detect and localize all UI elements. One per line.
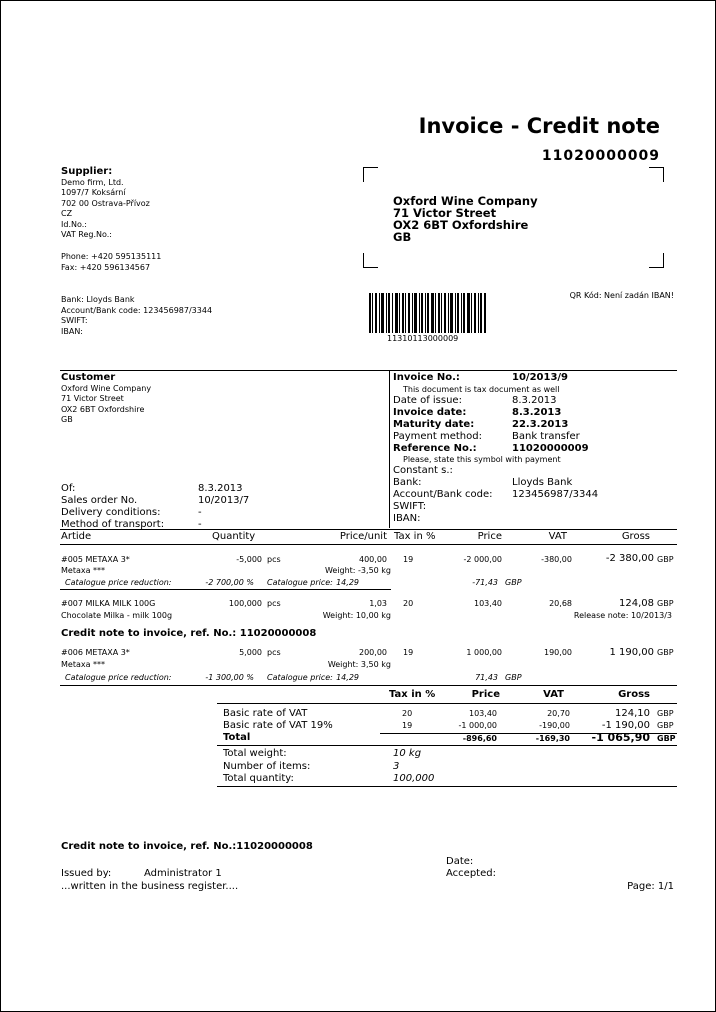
supplier-line: CZ (61, 209, 73, 218)
page-number: Page: 1/1 (627, 881, 674, 892)
recipient-address (393, 195, 538, 243)
corner-mark (363, 253, 378, 268)
supplier-heading: Supplier: (61, 166, 113, 177)
summary-row-currency: GBP (657, 721, 674, 730)
catalogue-currency: GBP (505, 673, 522, 682)
col-header-article: Artide (61, 531, 92, 542)
item-unit: pcs (267, 648, 281, 657)
col-header-gross: Gross (621, 531, 650, 542)
item-qty: 5,000 (239, 648, 262, 657)
item-currency: GBP (657, 648, 674, 657)
supplier-phone: Phone: +420 595135111 (61, 252, 162, 261)
item-qty: 100,000 (228, 599, 262, 608)
item-gross: 124,08 (619, 598, 654, 609)
item-gross: 1 190,00 (609, 647, 654, 658)
col-header-quantity: Quantity (212, 531, 256, 542)
catalogue-total: -71,43 (472, 578, 498, 587)
item-tax: 20 (403, 599, 414, 608)
supplier-fax: Fax: +420 596134567 (61, 262, 151, 272)
invoice-date: 8.3.2013 (512, 407, 562, 418)
item-code: #006 METAXA 3* (61, 648, 130, 657)
order-info-label: Method of transport: (61, 519, 165, 530)
item-weight: Weight: 3,50 kg (327, 660, 391, 669)
date-of-issue: 8.3.2013 (512, 395, 557, 406)
invoice-no: 10/2013/9 (512, 372, 569, 383)
customer-line: 71 Victor Street (61, 394, 124, 403)
invoice-info (393, 372, 598, 525)
order-info-label: Of: (61, 483, 76, 494)
qr-note: QR Kód: Není zadán IBAN! (569, 291, 674, 300)
order-info (61, 483, 249, 531)
summary-row-currency: GBP (657, 709, 674, 718)
item-weight: Weight: 10,00 kg (322, 611, 391, 620)
col-header-tax: Tax in % (394, 531, 436, 542)
supplier-bank-line: IBAN: (61, 326, 83, 336)
divider (217, 745, 677, 746)
divider (60, 370, 677, 371)
summary-row-gross: 124,10 (615, 708, 650, 719)
supplier-line: 1097/7 Koksární (61, 188, 126, 197)
item-weight: Weight: -3,50 kg (324, 566, 391, 575)
customer-line: GB (61, 415, 73, 424)
supplier-line: Id.No.: (61, 219, 87, 229)
corner-mark (649, 167, 664, 182)
invoice-date-label: Invoice date: (393, 407, 467, 418)
item-tax: 19 (403, 555, 414, 564)
summary-total-gross: -1 065,90 (591, 731, 650, 744)
item-vat: -380,00 (541, 555, 572, 564)
recipient-line: 71 Victor Street (393, 206, 497, 220)
invoice-no-label: Invoice No.: (393, 372, 460, 383)
customer-heading: Customer (61, 372, 116, 383)
document-number: 11020000009 (541, 148, 660, 164)
order-info-label: Sales order No. (61, 495, 138, 506)
item-code: #007 MILKA MILK 100G (61, 599, 156, 608)
order-info-value: - (198, 519, 202, 530)
divider (60, 589, 391, 590)
supplier-contact (61, 252, 161, 273)
issued-by-label: Issued by: (61, 868, 112, 879)
summary-row-label: Basic rate of VAT 19% (223, 720, 333, 731)
catalogue-reduction-label: Catalogue price reduction: (65, 578, 172, 587)
tax-doc-note: This document is tax document as well (403, 385, 560, 394)
order-info-label: Delivery conditions: (61, 507, 161, 518)
summary-row-gross: -1 190,00 (601, 720, 650, 731)
summary-total-label: Total (223, 732, 251, 743)
item-name: Chocolate Milka - milk 100g (61, 611, 173, 620)
catalogue-currency: GBP (505, 578, 522, 587)
summary-row-vat: 20,70 (547, 709, 570, 718)
divider (217, 786, 677, 787)
reference-no: 11020000009 (512, 443, 589, 454)
summary-row-tax: 19 (402, 721, 413, 730)
corner-mark (363, 167, 378, 182)
footer-credit-note: Credit note to invoice, ref. No.:11020000008 (61, 841, 313, 852)
maturity-date-label: Maturity date: (393, 419, 475, 430)
col-header-vat: VAT (548, 531, 567, 542)
total-weight: 10 kg (393, 748, 422, 759)
summary-header-gross: Gross (618, 689, 650, 700)
summary-row-label: Basic rate of VAT (223, 708, 308, 719)
issued-by: Administrator 1 (144, 868, 222, 879)
item-currency: GBP (657, 555, 674, 564)
item-price: 1 000,00 (466, 648, 502, 657)
total-quantity: 100,000 (393, 773, 435, 784)
supplier-bank-line: Account/Bank code: 123456987/3344 (61, 305, 213, 315)
account-number: 123456987/3344 (512, 489, 599, 500)
divider (60, 529, 677, 530)
release-note: Release note: 10/2013/3 (573, 611, 672, 620)
item-price-unit: 400,00 (359, 555, 387, 564)
payment-method: Bank transfer (512, 431, 580, 442)
catalogue-price-label: Catalogue price: (267, 578, 333, 587)
supplier-bank-line: SWIFT: (61, 316, 88, 325)
divider (60, 685, 677, 686)
catalogue-price: 14,29 (336, 578, 359, 587)
col-header-price: Price (477, 531, 502, 542)
maturity-date: 22.3.2013 (512, 419, 569, 430)
date-label: Date: (446, 856, 474, 867)
supplier-bank-line: Bank: Lloyds Bank (61, 295, 135, 304)
summary-row-price: 103,40 (469, 709, 497, 718)
item-name: Metaxa *** (61, 566, 106, 575)
summary-header-vat: VAT (543, 689, 564, 700)
item-unit: pcs (267, 599, 281, 608)
col-header-price-unit: Price/unit (339, 531, 387, 542)
credit-note-heading: Credit note to invoice, ref. No.: 11020000008 (61, 628, 317, 639)
catalogue-price-label: Catalogue price: (267, 673, 333, 682)
customer-block (61, 373, 151, 426)
number-of-items: 3 (393, 760, 400, 772)
summary-totals (223, 748, 434, 786)
order-info-value: - (198, 507, 202, 518)
supplier-line: VAT Reg.No.: (61, 230, 112, 239)
order-info-value: 10/2013/7 (198, 495, 250, 506)
total-quantity-label: Total quantity: (223, 773, 294, 784)
summary-row-vat: -190,00 (539, 721, 570, 730)
item-tax: 19 (403, 648, 414, 657)
item-code: #005 METAXA 3* (61, 555, 130, 564)
item-name: Metaxa *** (61, 660, 106, 669)
payment-method-label: Payment method: (393, 431, 482, 442)
summary-row-price: -1 000,00 (458, 721, 497, 730)
supplier-line: 702 00 Ostrava-Přívoz (61, 198, 150, 208)
item-vat: 190,00 (544, 648, 572, 657)
customer-line: Oxford Wine Company (61, 383, 152, 393)
register-note: ...written in the business register.... (61, 881, 239, 892)
divider-vertical (389, 370, 390, 528)
supplier-line: Demo firm, Ltd. (61, 177, 124, 187)
recipient-line: OX2 6BT Oxfordshire (393, 218, 529, 232)
total-weight-label: Total weight: (223, 748, 287, 759)
barcode (369, 293, 487, 333)
supplier-block (61, 167, 150, 241)
item-qty: -5,000 (236, 555, 262, 564)
summary-total-currency: GBP (657, 734, 676, 743)
item-price: 103,40 (474, 599, 502, 608)
document-title: Invoice - Credit note (418, 114, 660, 138)
recipient-line: Oxford Wine Company (393, 194, 538, 208)
item-gross: -2 380,00 (605, 553, 654, 564)
item-vat: 20,68 (549, 599, 572, 608)
accepted-label: Accepted: (446, 868, 496, 879)
summary-header-price: Price (471, 689, 500, 700)
bank-label: Bank: (393, 477, 422, 488)
catalogue-reduction-pct: -2 700,00 % (205, 578, 254, 587)
number-of-items-label: Number of items: (223, 760, 311, 772)
summary-total-price: -896,60 (462, 734, 497, 743)
constant-symbol-label: Constant s.: (393, 465, 453, 476)
barcode-text: 11310113000009 (387, 334, 459, 343)
corner-mark (649, 253, 664, 268)
account-label: Account/Bank code: (393, 489, 493, 500)
item-currency: GBP (657, 599, 674, 608)
summary-total-vat: -169,30 (535, 734, 570, 743)
catalogue-reduction-pct: -1 300,00 % (205, 673, 254, 682)
summary-header-tax: Tax in % (389, 689, 436, 700)
supplier-bank (61, 295, 212, 337)
customer-line: OX2 6BT Oxfordshire (61, 404, 145, 414)
reference-no-label: Reference No.: (393, 443, 477, 454)
item-price: -2 000,00 (463, 555, 502, 564)
bank-name: Lloyds Bank (512, 477, 573, 488)
recipient-line: GB (393, 230, 412, 244)
reference-note: Please, state this symbol with payment (403, 455, 561, 464)
item-price-unit: 200,00 (359, 648, 387, 657)
summary-row-tax: 20 (402, 709, 413, 718)
order-info-value: 8.3.2013 (198, 483, 243, 494)
divider (217, 703, 677, 704)
catalogue-price: 14,29 (336, 673, 359, 682)
catalogue-total: 71,43 (475, 673, 498, 682)
swift-label: SWIFT: (393, 501, 427, 512)
catalogue-reduction-label: Catalogue price reduction: (65, 673, 172, 682)
iban-label: IBAN: (393, 513, 421, 524)
item-price-unit: 1,03 (369, 599, 387, 608)
item-unit: pcs (267, 555, 281, 564)
date-of-issue-label: Date of issue: (393, 395, 462, 406)
divider (60, 544, 677, 545)
